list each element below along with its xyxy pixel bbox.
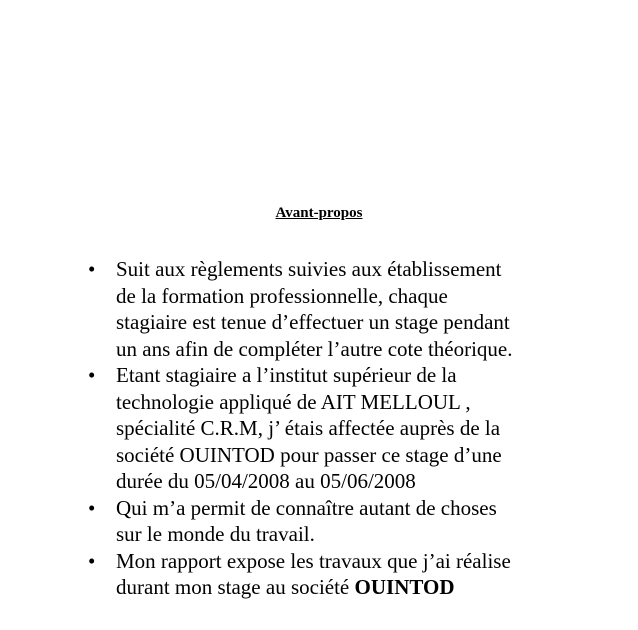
list-item bbox=[88, 495, 578, 548]
text-segment: durant mon stage au société bbox=[116, 575, 355, 599]
text-line: stagiaire est tenue d’effectuer un stage pendant bbox=[116, 310, 510, 334]
bullet-icon: • bbox=[88, 363, 96, 387]
company-name: OUINTOD bbox=[354, 575, 455, 599]
list-item bbox=[88, 256, 578, 362]
bullet-list bbox=[88, 256, 578, 601]
text-line: spécialité C.R.M, j’ étais affectée auprès de la bbox=[116, 416, 501, 440]
bullet-icon: • bbox=[88, 257, 96, 281]
text-line: Mon rapport expose les travaux que j’ai réalise bbox=[116, 548, 511, 573]
page-heading bbox=[0, 203, 638, 223]
text-line: Qui m’a permit de connaître autant de choses bbox=[116, 495, 497, 520]
text-line: Suit aux règlements suivies aux établissement bbox=[116, 257, 502, 281]
text-line: un ans afin de compléter l’autre cote théorique. bbox=[116, 336, 513, 361]
text-line: de la formation professionnelle, chaque bbox=[116, 283, 448, 308]
heading-text: Avant-propos bbox=[275, 205, 363, 221]
text-line: Etant stagiaire a l’institut supérieur de la bbox=[116, 363, 457, 387]
text-line bbox=[116, 574, 578, 601]
bullet-icon: • bbox=[88, 548, 96, 573]
text-line: sur le monde du travail. bbox=[116, 522, 315, 546]
text-line: technologie appliqué de AIT MELLOUL , bbox=[116, 389, 471, 414]
text-line: durée du 05/04/2008 au 05/06/2008 bbox=[116, 469, 416, 493]
list-item bbox=[88, 362, 578, 495]
text-line: société OUINTOD pour passer ce stage d’une bbox=[116, 442, 502, 467]
bullet-icon: • bbox=[88, 495, 96, 520]
list-item bbox=[88, 548, 578, 601]
